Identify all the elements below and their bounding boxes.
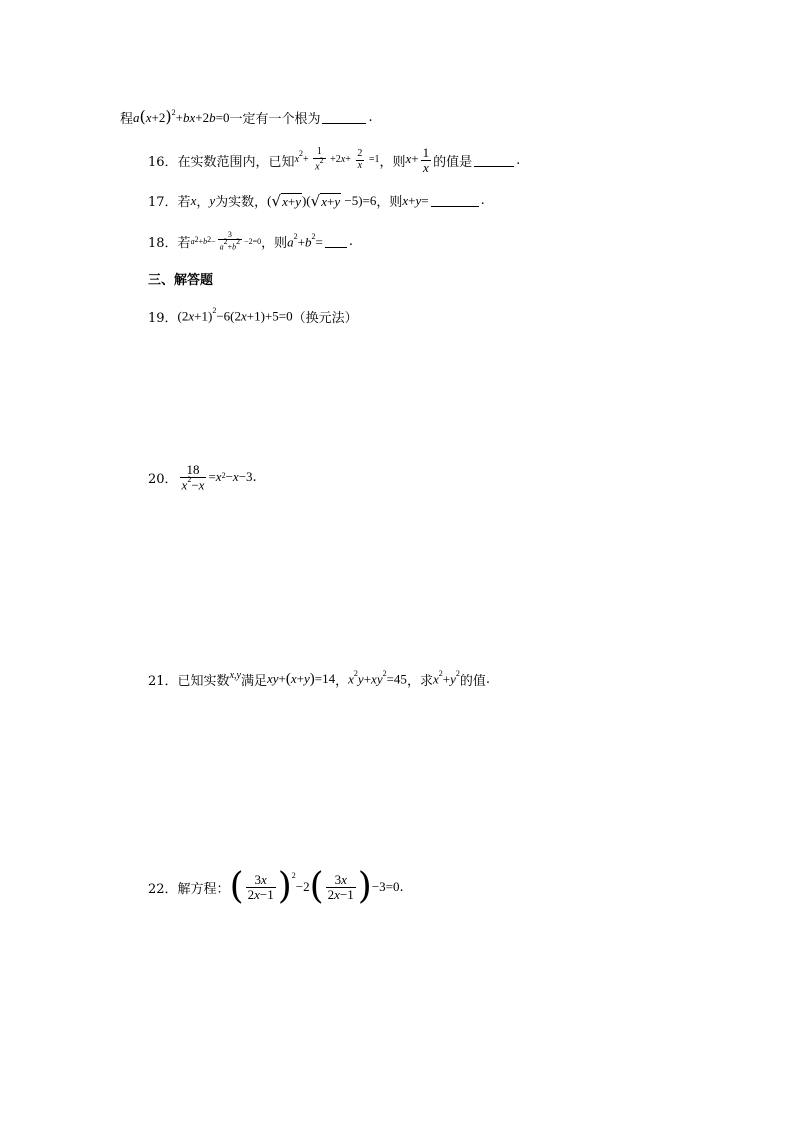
q17-end: .: [480, 193, 485, 208]
q17-expression: x+y=: [402, 192, 429, 208]
q20-number: 20．: [148, 471, 178, 487]
q17: [148, 191, 485, 210]
q20: [148, 463, 257, 492]
q21-text-4: ，求: [406, 674, 433, 689]
q17-text-2: ，: [196, 195, 210, 210]
q18-number: 18．: [148, 236, 178, 252]
q16: [148, 146, 520, 174]
q19-number: 19．: [148, 311, 178, 326]
q21-end: .: [485, 672, 491, 687]
q20-equation: $\frac{18}{x^2-x}$ = x 2 − x −3: [181, 462, 253, 492]
q21-expression: $x^2+y^2$: [432, 669, 460, 687]
q16-end: .: [516, 152, 521, 168]
q15-answer-blank: [322, 111, 366, 124]
q16-number: 16．: [148, 154, 178, 170]
q21-text-5: 的值: [459, 674, 486, 689]
q21-text-3: ，: [335, 674, 349, 689]
q21: [148, 670, 490, 689]
q15-suffix: 一定有一个根为: [229, 112, 321, 127]
q18-text-1: 若: [177, 236, 191, 252]
q17-var-y: y: [209, 192, 216, 208]
q15-equation: $a(x+2)^2+bx+2b=0$: [133, 107, 230, 126]
q15-lead: 程: [120, 112, 134, 127]
q22-text-1: 解方程：: [177, 881, 230, 897]
q18-expression: $a^2+b^2=$: [287, 231, 323, 249]
q16-answer-blank: [474, 154, 514, 167]
q21-text-2: 满足: [240, 674, 267, 689]
q18-given-equation: a 2 + b 2 − $\frac{3}{a2+b2}$ −2=0: [190, 230, 262, 253]
q17-text-1: 若: [177, 195, 191, 210]
q21-equation-2: $x^2y+xy^2=45$: [348, 669, 407, 687]
q18: [148, 231, 353, 252]
q18-end: .: [348, 234, 353, 250]
q17-text-4: ，则: [376, 195, 403, 210]
q22-end: .: [399, 879, 404, 895]
q18-answer-blank: [325, 235, 347, 248]
q17-var-x: x: [190, 192, 197, 208]
q16-text-1: 在实数范围内，已知: [177, 154, 295, 170]
q21-number: 21．: [148, 674, 178, 689]
q16-text-2: ，则: [379, 154, 406, 170]
q19-note: （换元法）: [292, 311, 358, 326]
q18-text-2: ，则: [261, 236, 288, 252]
q17-answer-blank: [431, 194, 479, 207]
q21-equation-1: xy+(x+y)=14: [266, 671, 336, 687]
q19-equation: $(2x+1)^2-6(2x+1)+5=0$: [177, 306, 293, 324]
q15-tail: [120, 108, 373, 127]
q19: [148, 307, 358, 326]
q17-text-3: 为实数，: [215, 195, 268, 210]
q16-given-equation: $x^2+$ $\frac{1}{x^2}$ +2x+ $\frac{2}{x}$ =1: [294, 146, 380, 173]
section-heading: 三、解答题: [148, 273, 214, 288]
q22-number: 22．: [148, 881, 178, 897]
q21-vars: x,y: [229, 670, 241, 681]
q22: [148, 866, 404, 907]
q22-equation: ( $\frac{3x}{2x-1}$ ) 2 −2 ( $\frac{3x}{2x-1}$ ) −3=0: [229, 866, 400, 907]
q21-text-1: 已知实数: [177, 674, 230, 689]
q16-text-3: 的值是: [433, 154, 473, 170]
q20-end: .: [252, 469, 257, 485]
q15-end: .: [368, 110, 373, 125]
q16-expression: x+ $\frac{1}{x}$: [405, 145, 430, 175]
q17-number: 17．: [148, 195, 178, 210]
q17-equation: ( √ x+y )( √ x+y −5)=6: [267, 191, 377, 210]
